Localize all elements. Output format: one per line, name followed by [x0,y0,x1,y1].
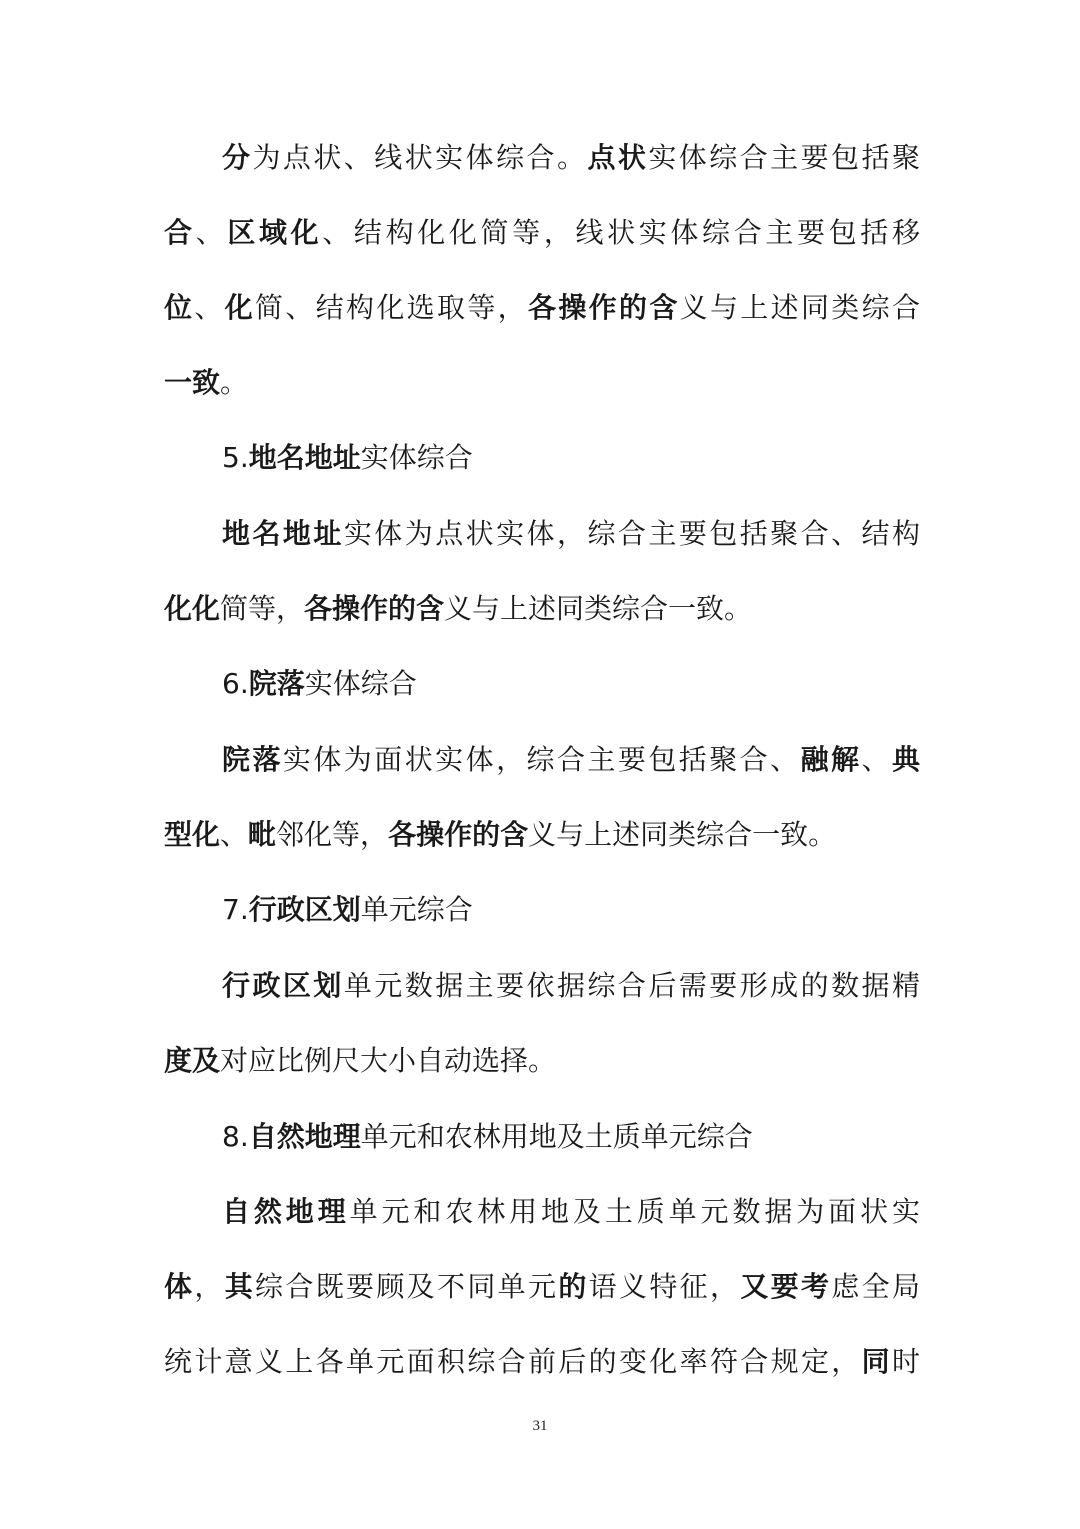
bold-text-run: 各操作的含 [388,818,529,851]
text-run: 、 [194,291,225,324]
text-run: 。 [220,366,249,399]
text-line [164,361,920,405]
bold-text-run: 融解 [800,743,862,776]
text-run: 统计意义上各单元面积综合前后的变化率符合规定， [164,1345,862,1378]
section-heading [222,1115,920,1159]
text-line [164,1039,920,1083]
text-run: 单元综合 [360,893,473,926]
bold-text-run: 行政区划 [248,893,361,926]
text-run: 、 [220,818,249,851]
text-run: 、 [195,216,228,249]
text-run: 实体为面状实体，综合主要包括聚合、 [282,743,801,776]
text-line [222,964,920,1008]
bold-text-run: 化化 [164,592,221,625]
text-run: 简、结构化选取等， [255,291,528,324]
text-run: 5. [222,441,249,474]
text-line [222,738,920,782]
bold-text-run: 地名地址 [248,441,361,474]
bold-text-run: 位 [164,291,195,324]
text-line [164,211,920,255]
bold-text-run: 院落 [248,667,305,700]
text-run: 单元和农林用地及土质单元数据为面状实 [349,1195,920,1228]
text-run: 实体综合 [360,441,473,474]
text-line [164,1340,920,1384]
text-run: 义与上述同类综合一致。 [444,592,753,625]
text-run: 8. [222,1120,249,1153]
bold-text-run: 毗 [248,818,277,851]
bold-text-run: 典 [891,743,920,776]
text-line [164,587,920,631]
bold-text-run: 自然地理 [248,1120,361,1153]
text-run: 单元和农林用地及土质单元综合 [360,1120,753,1153]
text-run: 实体为点状实体，综合主要包括聚合、结构 [343,517,920,550]
bold-text-run: 区域化 [227,216,323,249]
text-line [222,1190,920,1234]
text-run: 义与上述同类综合 [679,291,920,324]
bold-text-run: 同 [861,1345,892,1378]
bold-text-run: 体 [164,1270,195,1303]
bold-text-run: 各操作的含 [304,592,445,625]
text-run: 7. [222,893,249,926]
bold-text-run: 合 [164,216,196,249]
text-run: 、结构化化简等，线状实体综合主要包括移 [322,216,920,249]
text-run: 为点状、线状实体综合。 [252,141,588,174]
text-line [222,136,920,180]
section-heading [222,888,920,932]
bold-text-run: 院落 [222,743,283,776]
bold-text-run: 其 [224,1270,256,1303]
text-run: 义与上述同类综合一致。 [528,818,837,851]
bold-text-run: 点状 [587,141,649,174]
text-run: 综合既要顾及不同单元 [255,1270,559,1303]
bold-text-run: 的 [558,1270,589,1303]
text-run: 邻化等， [276,818,389,851]
text-run: 时 [891,1345,920,1378]
bold-text-run: 自然地理 [222,1195,350,1228]
bold-text-run: 度及 [164,1044,221,1077]
text-run: 虑全局 [831,1270,920,1303]
text-run: 实体综合主要包括聚 [648,141,920,174]
text-line [164,286,920,330]
bold-text-run: 一致 [164,366,221,399]
bold-text-run: 行政区划 [222,969,344,1002]
text-run: 6. [222,667,249,700]
bold-text-run: 各操作的含 [528,291,680,324]
text-line [164,813,920,857]
text-line [222,512,920,556]
bold-text-run: 地名地址 [222,517,344,550]
text-run: 语义特征， [588,1270,741,1303]
text-run: 实体综合 [304,667,417,700]
bold-text-run: 化 [224,291,256,324]
text-run: 对应比例尺大小自动选择。 [220,1044,557,1077]
bold-text-run: 分 [222,141,253,174]
bold-text-run: 又要考 [740,1270,832,1303]
text-run: 简等， [220,592,305,625]
text-line [164,1265,920,1309]
section-heading [222,436,920,480]
page-number: 31 [532,1418,548,1434]
section-heading [222,662,920,706]
text-run: 单元数据主要依据综合后需要形成的数据精 [343,969,920,1002]
text-run: 、 [861,743,892,776]
bold-text-run: 型化 [164,818,221,851]
text-run: ， [194,1270,225,1303]
